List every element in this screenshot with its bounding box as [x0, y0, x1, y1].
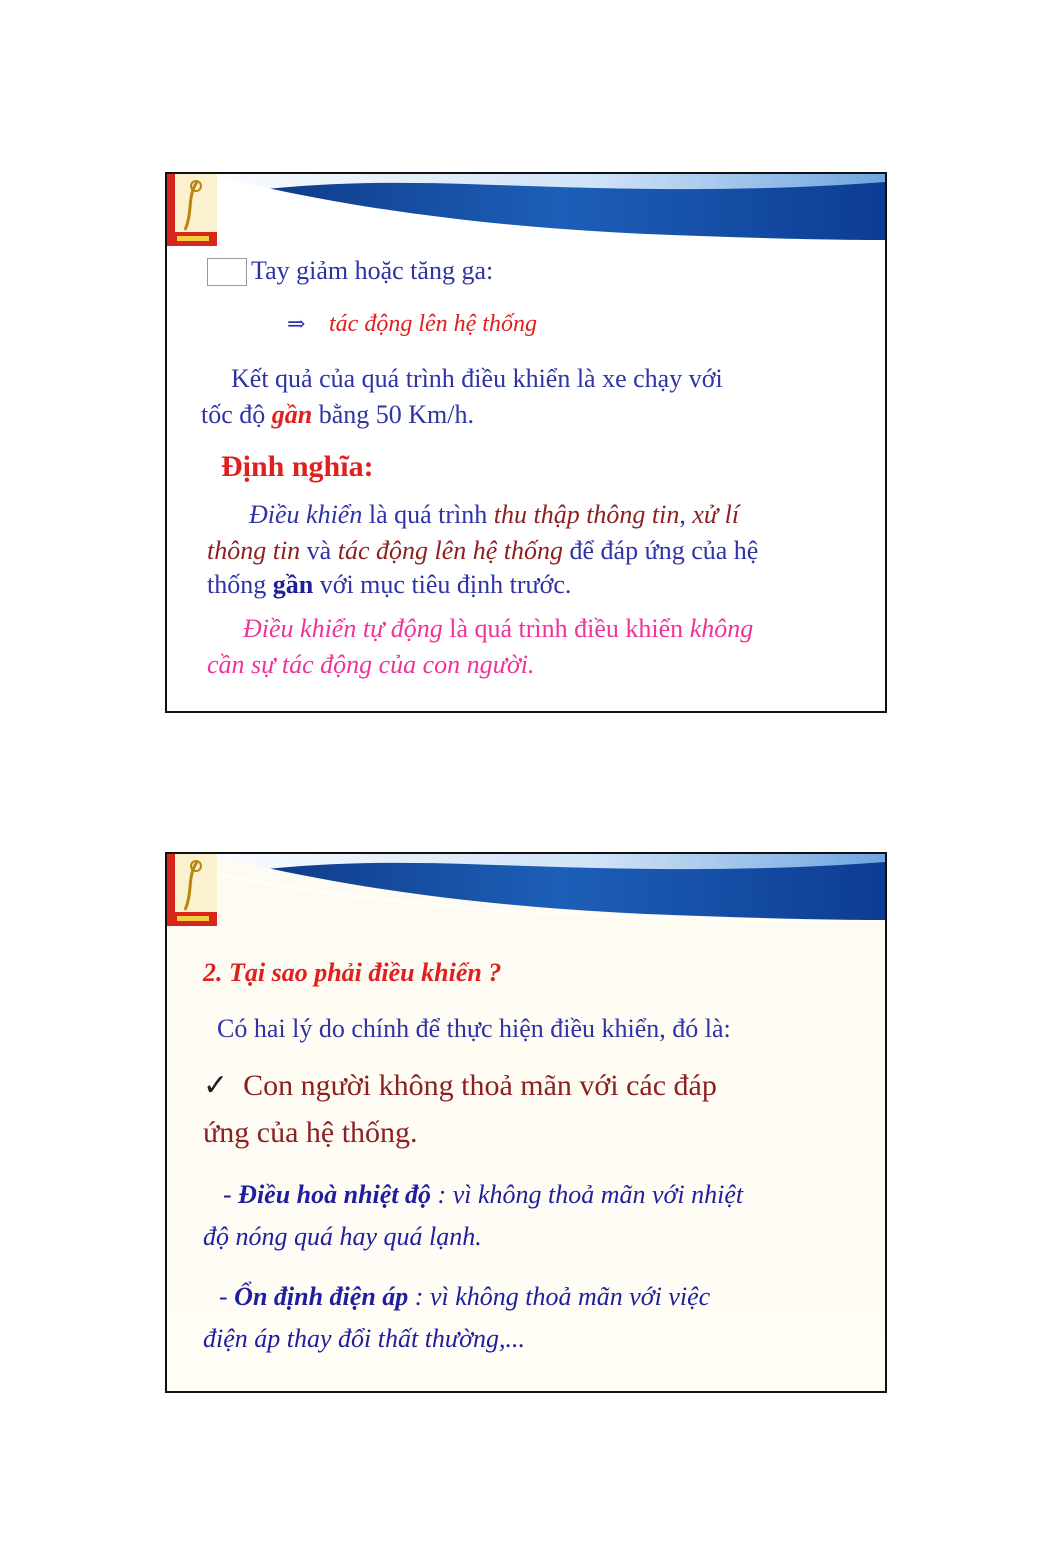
def-text: là quá trình [362, 500, 494, 529]
slide-2 [165, 852, 887, 1393]
definition-line-2 [207, 536, 758, 566]
result-line-1: Kết quả của quá trình điều khiển là xe chạy với [231, 364, 723, 393]
auto-def-line-2: cần sự tác động của con người. [207, 650, 535, 679]
reason-text: Con người không thoả mãn với các đáp [243, 1069, 717, 1102]
slide-body-background [167, 926, 885, 1391]
result-line-2 [201, 400, 474, 430]
term-auto-control: Điều khiển tự động [243, 614, 443, 643]
dash: - [223, 1180, 239, 1209]
slide-header-banner [167, 854, 885, 926]
term-process: xử lí [692, 500, 740, 529]
example-2-line-1 [219, 1282, 710, 1312]
intro-text: Có hai lý do chính để thực hiện điều khiển, đó là: [217, 1014, 731, 1043]
example-1-term: Điều hoà nhiệt độ [238, 1180, 432, 1209]
def-text-4: với mục tiêu định trước. [313, 570, 572, 599]
term-control: Điều khiển [249, 500, 363, 529]
section-heading: 2. Tại sao phải điều khiển ? [203, 958, 502, 987]
example-1-line-2: độ nóng quá hay quá lạnh. [203, 1222, 482, 1251]
term-info: thông tin [207, 536, 301, 565]
arrow-icon: ⇒ [287, 311, 306, 336]
example-1-line-1 [223, 1180, 743, 1210]
bullet-text: Tay giảm hoặc tăng ga: [251, 256, 494, 285]
slide-1 [165, 172, 887, 713]
reason-line-2: ứng của hệ thống. [203, 1116, 418, 1149]
def-and: và [300, 536, 338, 565]
example-2-term: Ổn định điện áp [234, 1282, 409, 1311]
def-emphasis: gần [272, 570, 314, 599]
def-text-2: để đáp ứng của hệ [563, 536, 759, 565]
term-not: không [689, 614, 754, 643]
example-1-text: : vì không thoả mãn với nhiệt [431, 1180, 744, 1209]
result-text: tốc độ [201, 400, 272, 429]
logo-icon [167, 854, 217, 926]
example-2-text: : vì không thoả mãn với việc [408, 1282, 711, 1311]
auto-def-line-1 [243, 614, 753, 644]
arrow-text: tác động lên hệ thống [329, 311, 537, 337]
definition-title: Định nghĩa: [221, 450, 374, 483]
result-emphasis: gần [271, 400, 313, 429]
logo-icon [167, 174, 217, 246]
def-comma: , [679, 500, 693, 529]
slide-header-banner [167, 174, 885, 246]
dash: - [219, 1282, 235, 1311]
example-2-line-2: điện áp thay đổi thất thường,... [203, 1324, 525, 1353]
definition-line-3 [207, 570, 571, 600]
bullet-box [207, 258, 247, 286]
auto-def-text: là quá trình điều khiển [442, 614, 690, 643]
reason-line-1 [203, 1068, 717, 1103]
term-act: tác động lên hệ thống [337, 536, 564, 565]
definition-line-1 [249, 500, 739, 530]
checkmark-icon: ✓ [203, 1069, 229, 1102]
term-collect: thu thập thông tin [493, 500, 680, 529]
def-text-3: thống [207, 570, 273, 599]
result-text-end: bằng 50 Km/h. [312, 400, 474, 429]
